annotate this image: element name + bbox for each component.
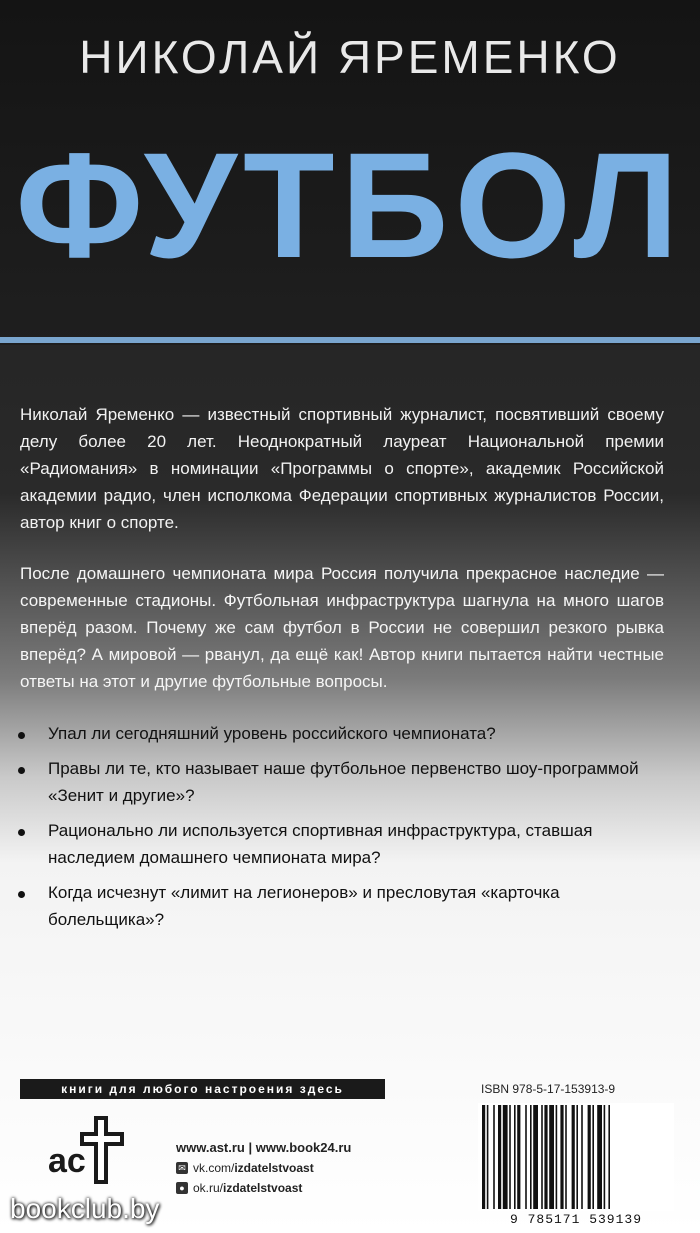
accent-divider xyxy=(0,337,700,343)
barcode-bar xyxy=(503,1105,508,1209)
ast-logo-icon xyxy=(34,1110,134,1200)
bullet-icon xyxy=(18,732,25,739)
barcode-bar xyxy=(530,1105,532,1209)
barcode-bar xyxy=(517,1105,520,1209)
list-item: Упал ли сегодняшний уровень российского чемпионата? xyxy=(12,720,672,747)
bullet-icon xyxy=(18,829,25,836)
annotation-paragraph: После домашнего чемпионата мира Россия получила прекрасное наследие — современные стадионы. Футбольная инфраструктура шагнула на много шагов вперёд разом. Почему же сам футбол в России не совершил резкого рывка вперёд? А мировой — рванул, да ещё как! Автор книги пытается найти честные ответы на этот и другие футбольные вопросы. xyxy=(20,564,664,691)
publisher-contacts xyxy=(176,1140,351,1195)
barcode-number: 9 785171 539139 xyxy=(509,1212,643,1227)
barcode xyxy=(478,1103,674,1211)
barcode-bar xyxy=(541,1105,543,1209)
barcode-bar xyxy=(487,1105,489,1209)
barcode-bar xyxy=(604,1105,606,1209)
barcode-bar xyxy=(509,1105,511,1209)
barcode-bar xyxy=(525,1105,527,1209)
barcode-bar xyxy=(556,1105,558,1209)
barcode-bar xyxy=(565,1105,567,1209)
vk-icon: ✉ xyxy=(176,1162,188,1174)
barcode-bar xyxy=(588,1105,591,1209)
ok-icon: ● xyxy=(176,1182,188,1194)
barcode-bar xyxy=(592,1105,594,1209)
list-item: Рационально ли используется спортивная инфраструктура, ставшая наследием домашнего чемпионата мира? xyxy=(12,817,672,871)
isbn-label: ISBN 978-5-17-153913-9 xyxy=(481,1082,616,1096)
watermark-text: bookclub.by xyxy=(10,1193,160,1224)
barcode-bar xyxy=(597,1105,602,1209)
barcode-bar xyxy=(572,1105,575,1209)
author-bio-paragraph: Николай Яременко — известный спортивный журналист, посвятивший своему делу более 20 лет. Неоднократный лауреат Национальной премии «Радиомания» в номинации «Программы о спорте», академик Российской академии радио, член исполкома Федерации спортивных журналистов России, автор книг о спорте. xyxy=(20,405,664,532)
list-item: Правы ли те, кто называет наше футбольное первенство шоу-программой «Зенит и другие»? xyxy=(12,755,672,809)
barcode-bar xyxy=(608,1105,610,1209)
bullet-icon xyxy=(18,891,25,898)
publisher-websites[interactable]: www.ast.ru | www.book24.ru xyxy=(176,1140,352,1155)
list-item: Когда исчезнут «лимит на легионеров» и пресловутая «карточка болельщика»? xyxy=(12,879,672,933)
barcode-bar xyxy=(482,1105,485,1209)
barcode-bar xyxy=(493,1105,495,1209)
author-name: НИКОЛАЙ ЯРЕМЕНКО xyxy=(79,31,621,83)
barcode-bar xyxy=(514,1105,516,1209)
barcode-bar xyxy=(549,1105,554,1209)
logo-text: ac xyxy=(48,1142,86,1180)
questions-list xyxy=(12,720,672,941)
ok-link[interactable]: ● ok.ru/ izdatelstvoast xyxy=(176,1181,351,1195)
barcode-bar xyxy=(581,1105,583,1209)
barcode-bar xyxy=(576,1105,578,1209)
publisher-tagline: книги для любого настроения здесь xyxy=(20,1079,385,1099)
barcode-bar xyxy=(544,1105,547,1209)
book-title: ФУТБОЛ xyxy=(15,121,685,289)
barcode-bar xyxy=(533,1105,538,1209)
vk-link[interactable]: ✉ vk.com/ izdatelstvoast xyxy=(176,1161,351,1175)
barcode-bar xyxy=(560,1105,563,1209)
barcode-bar xyxy=(498,1105,501,1209)
bullet-icon xyxy=(18,767,25,774)
